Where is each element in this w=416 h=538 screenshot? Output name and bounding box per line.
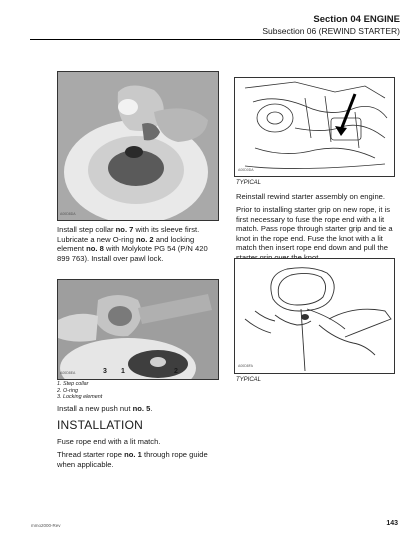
push-nut-paragraph: Install a new push nut no. 5. xyxy=(57,404,153,413)
figure-starter-grip-image xyxy=(235,259,394,373)
figure-1-code: A00D8DA xyxy=(60,212,76,216)
legend-item: 3. Locking element xyxy=(57,394,103,401)
figure-rewind-starter-drawing xyxy=(234,77,395,177)
callout-2: 2 xyxy=(174,368,178,375)
figure-2-code: A00D8EA xyxy=(60,371,76,375)
figure-locking-element-photo xyxy=(57,279,219,380)
fuse-rope-paragraph: Fuse rope end with a lit match. xyxy=(57,437,161,446)
figure-4-caption: TYPICAL xyxy=(236,377,262,383)
step-collar-paragraph: Install step collar no. 7 with its sleeve first. Lubricate a new O-ring no. 2 and locking element no. 8 with Molykote PG 54 (P/N 420 899 763). Install over pawl lock. xyxy=(57,225,208,263)
figure-4-code: A00D8FA xyxy=(238,364,253,368)
header-rule xyxy=(30,39,400,40)
figure-starter-grip-drawing xyxy=(234,258,395,374)
starter-grip-paragraph: Prior to installing starter grip on new rope, it is first necessary to fuse the rope end with a lit match. Pass rope through starter grip and tie a knot in the rope end. Fuse the knot with a lit match then insert rope end down and pull the xyxy=(236,205,393,253)
thread-rope-paragraph: Thread starter rope no. 1 through rope guide when applicable. xyxy=(57,450,208,469)
figure-locking-element-image xyxy=(58,280,218,379)
installation-heading: INSTALLATION xyxy=(57,418,143,432)
figure-step-collar-photo xyxy=(57,71,219,221)
figure-3-code: A00D0DA xyxy=(238,168,254,172)
legend-item: 2. O-ring xyxy=(57,387,78,394)
footer-doc-code: mmo2000-Rev xyxy=(31,523,61,528)
reinstall-paragraph: Reinstall rewind starter assembly on engine. xyxy=(236,192,385,201)
header-section: Section 04 ENGINE xyxy=(313,14,400,25)
figure-3-caption: TYPICAL xyxy=(236,180,262,186)
figure-legend xyxy=(57,381,102,401)
figure-rewind-starter-image xyxy=(235,78,394,176)
callout-3: 3 xyxy=(103,368,107,375)
legend-item: 1. Step collar xyxy=(57,381,89,387)
callout-1: 1 xyxy=(121,368,125,375)
header-subsection: Subsection 06 (REWIND STARTER) xyxy=(262,26,400,36)
page-number: 143 xyxy=(386,520,398,527)
figure-step-collar-image xyxy=(58,72,218,220)
